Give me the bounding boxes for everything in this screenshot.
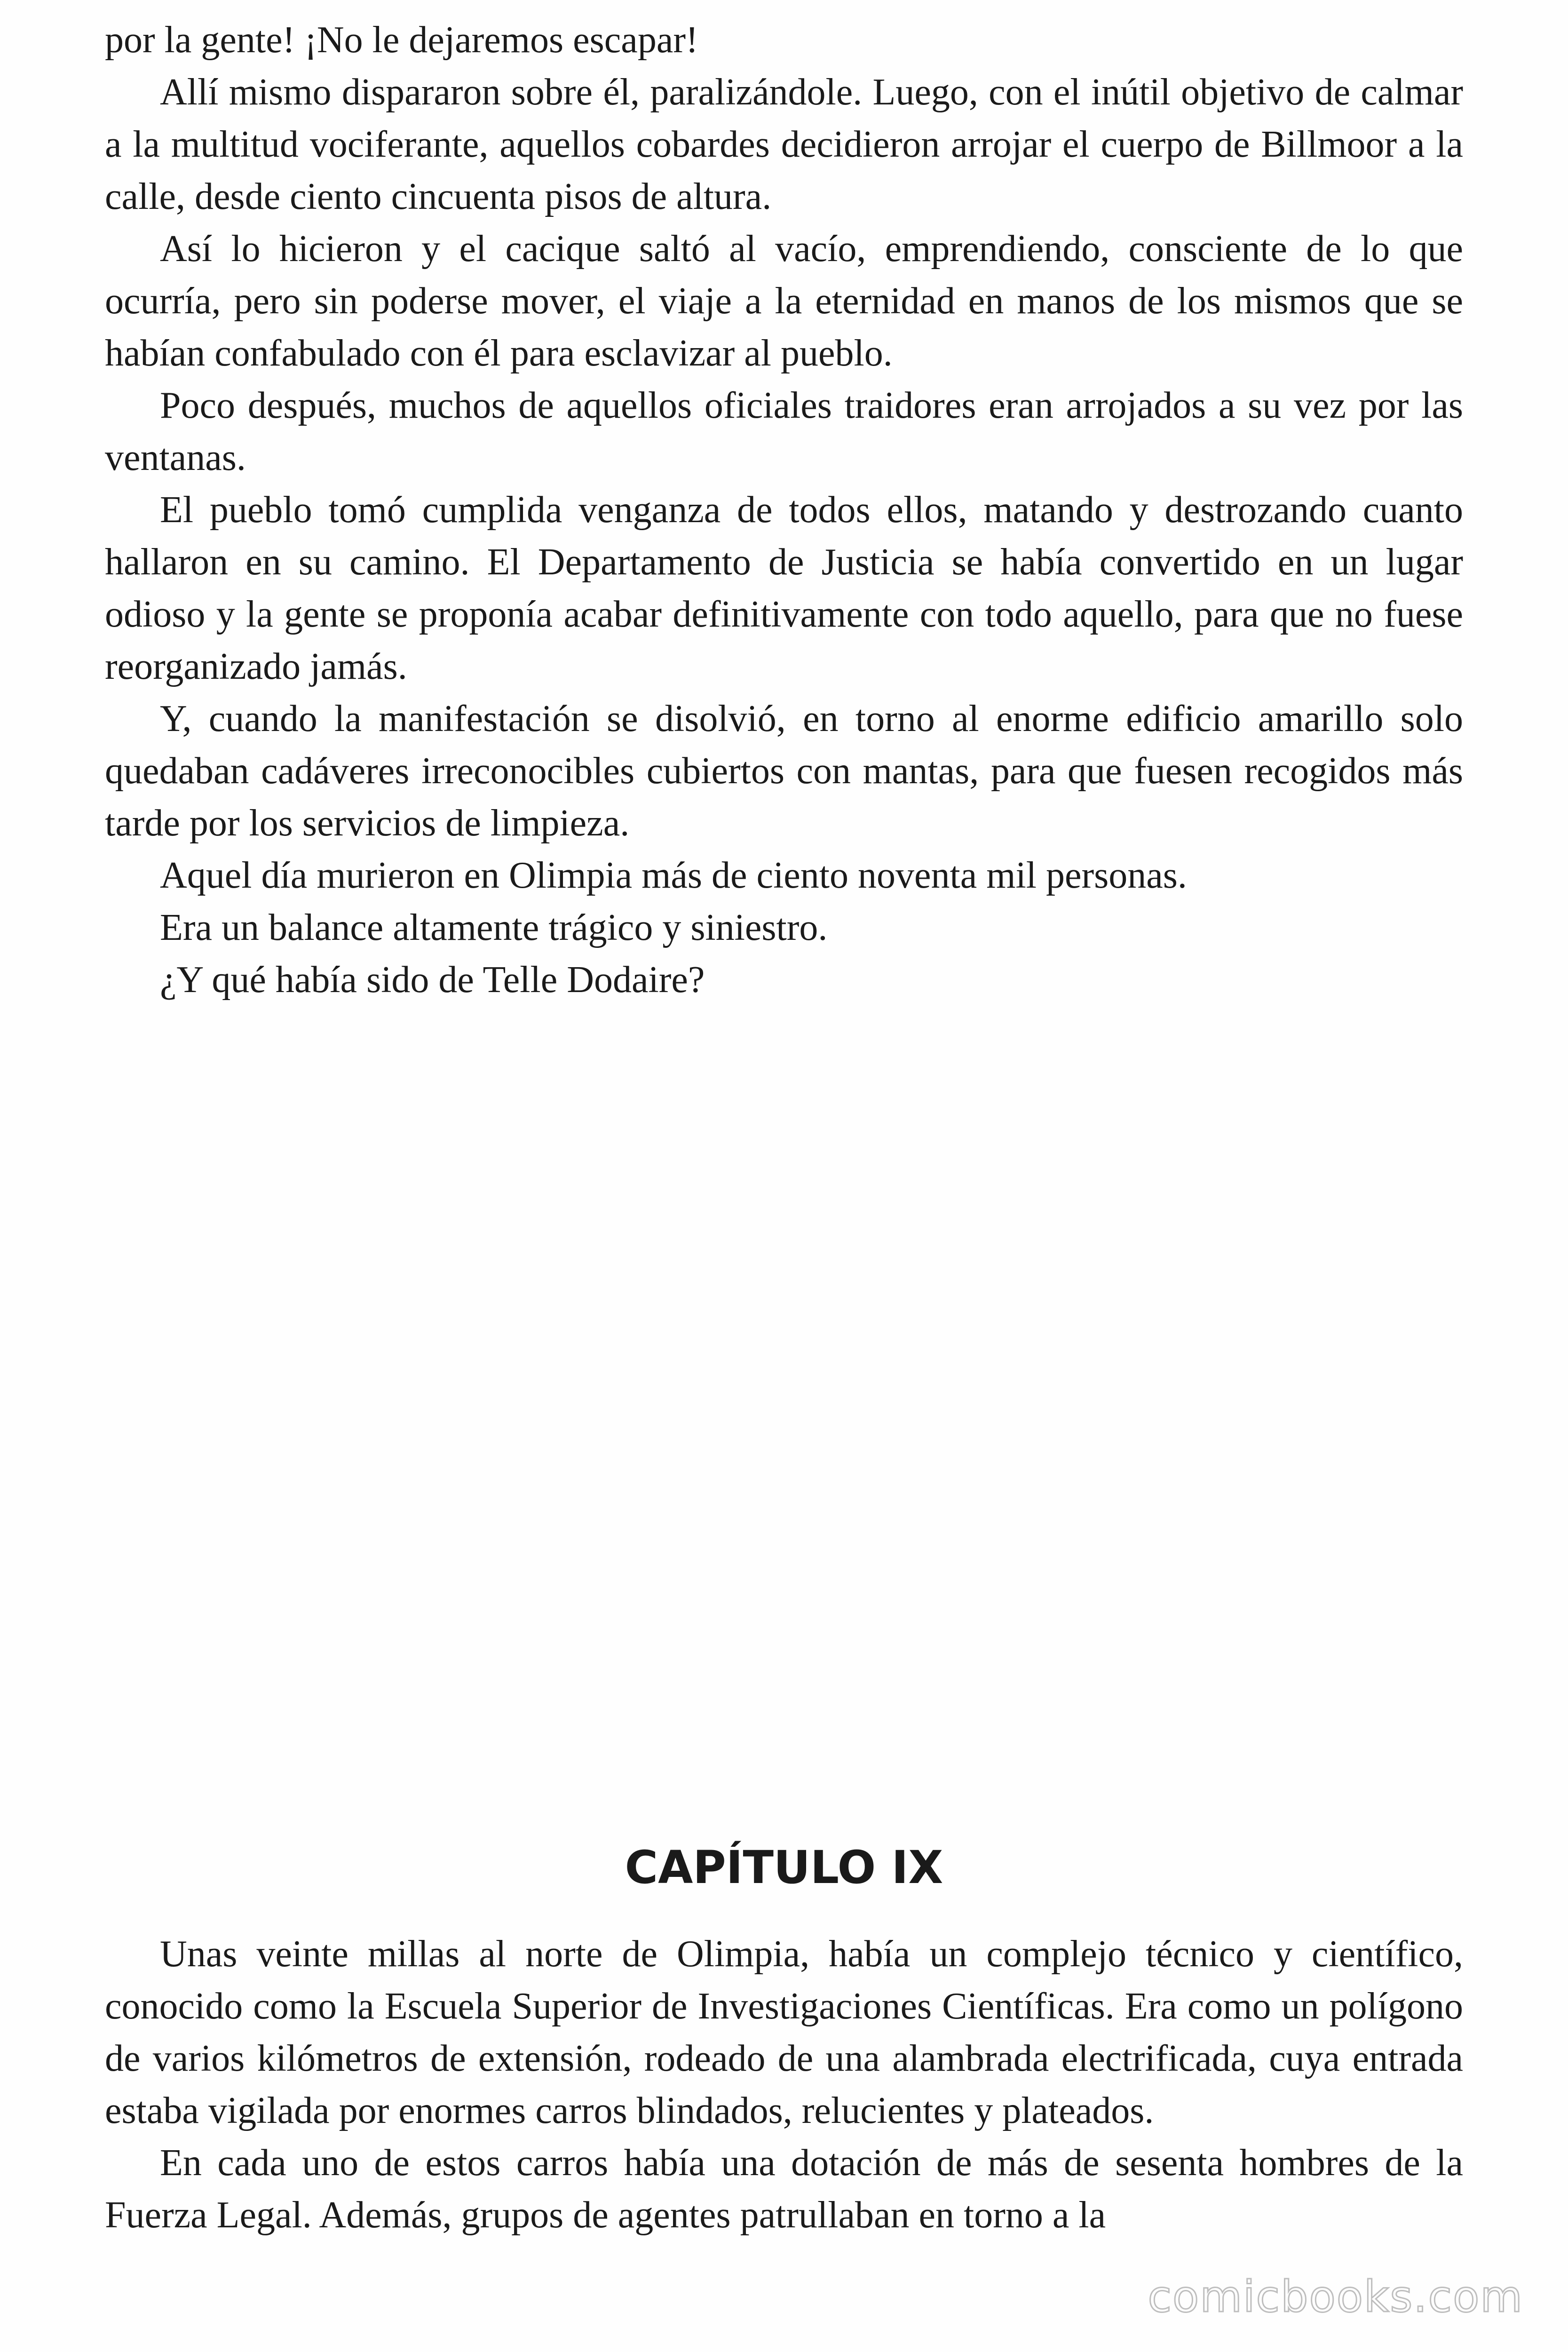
watermark: comicbooks.com <box>1148 2272 1523 2322</box>
section-text-chapter-ix <box>105 1928 1463 2241</box>
paragraph-science-complex: Unas veinte millas al norte de Olimpia, había un complejo técnico y científico, conocido como la Escuela Superior de Investigaciones Científicas. Era como un polígono de varios kilómetros de extensión, rodeado de una alambrada electrificada, cuya entrada estaba vigilada por enormes carros blindados, relucientes y plateados. <box>105 1933 1463 2131</box>
section-text-before-chapter <box>105 14 1463 1006</box>
paragraph-continuation: por la gente! ¡No le dejaremos escapar! <box>105 19 698 61</box>
chapter-heading: CAPÍTULO IX <box>625 1841 943 1894</box>
paragraph-people-revenge: El pueblo tomó cumplida venganza de todos ellos, matando y destrozando cuanto hallaron en su camino. El Departamento de Justicia se había convertido en un lugar odioso y la gente se proponía acabar definitivamente con todo aquello, para que no fuese reorganizado jamás. <box>105 489 1463 687</box>
paragraph-tragic-balance: Era un balance altamente trágico y siniestro. <box>160 907 828 948</box>
paragraph-billmoor-shot: Allí mismo dispararon sobre él, paralizándole. Luego, con el inútil objetivo de calmar a la multitud vociferante, aquellos cobardes decidieron arrojar el cuerpo de Billmoor a la calle, desde ciento cincuenta pisos de altura. <box>105 72 1463 217</box>
paragraph-legal-force: En cada uno de estos carros había una dotación de más de sesenta hombres de la Fuerza Legal. Además, grupos de agentes patrullaban en torno a la <box>105 2142 1463 2236</box>
paragraph-death-toll: Aquel día murieron en Olimpia más de ciento noventa mil personas. <box>160 855 1187 896</box>
paragraph-manifestation-dissolved: Y, cuando la manifestación se disolvió, en torno al enorme edificio amarillo solo quedaban cadáveres irreconocibles cubiertos con mantas, para que fuesen recogidos más tarde por los servicios de limpieza. <box>105 698 1463 844</box>
paragraph-cacique-fall: Así lo hicieron y el cacique saltó al vacío, emprendiendo, consciente de lo que ocurría, pero sin poderse mover, el viaje a la eternidad en manos de los mismos que se habían confabulado con él para esclavizar al pueblo. <box>105 228 1463 374</box>
paragraph-officers-thrown: Poco después, muchos de aquellos oficiales traidores eran arrojados a su vez por las ventanas. <box>105 385 1463 478</box>
paragraph-telle-question: ¿Y qué había sido de Telle Dodaire? <box>160 959 705 1001</box>
